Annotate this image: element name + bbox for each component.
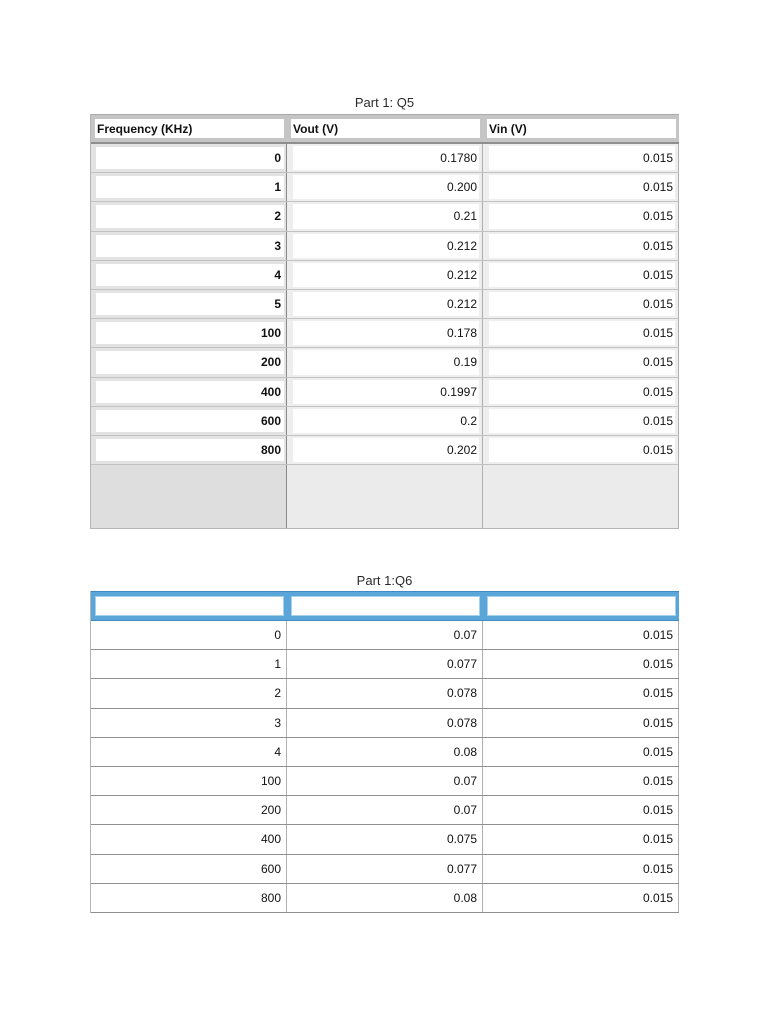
column-header	[287, 592, 483, 620]
cell-value: 800	[96, 439, 284, 461]
table-cell	[91, 173, 287, 201]
cell-value: 0.07	[453, 803, 477, 818]
table-row	[91, 855, 679, 884]
table-cell	[287, 319, 483, 347]
cell-value: 100	[260, 774, 281, 789]
table-part1-q5	[90, 114, 679, 529]
table-cell	[287, 173, 483, 201]
cell-value: 0.212	[293, 263, 479, 287]
table-row	[91, 173, 679, 202]
cell-value: 0.07	[453, 774, 477, 789]
table-row	[91, 738, 679, 767]
table-cell	[91, 884, 287, 912]
table-title: Part 1:Q6	[356, 573, 413, 588]
table-cell	[483, 232, 679, 260]
cell-value: 0.015	[489, 292, 675, 316]
column-header-label	[487, 596, 676, 616]
table-cell	[91, 144, 287, 172]
table-cell	[483, 679, 679, 707]
cell-value: 1	[274, 657, 281, 672]
table-cell	[287, 796, 483, 824]
table-cell	[91, 767, 287, 795]
cell-value: 0.015	[489, 175, 675, 199]
table-cell	[287, 202, 483, 230]
header-row	[91, 114, 679, 144]
table-cell	[287, 348, 483, 376]
table-row	[91, 650, 679, 679]
column-header-label	[291, 596, 480, 616]
cell-value: 0.077	[446, 657, 477, 672]
cell-value: 0.015	[489, 438, 675, 462]
column-header-label: Vout (V)	[291, 119, 480, 138]
table-title: Part 1: Q5	[354, 95, 415, 110]
cell-value: 0.08	[453, 744, 477, 759]
table-cell	[483, 144, 679, 172]
table-cell	[91, 796, 287, 824]
table-row	[91, 796, 679, 825]
cell-value: 0.015	[642, 744, 673, 759]
table-cell	[287, 855, 483, 883]
table-row	[91, 202, 679, 231]
table-cell	[483, 319, 679, 347]
cell-value: 0.015	[489, 380, 675, 404]
cell-value: 0.015	[489, 146, 675, 170]
table-cell	[91, 436, 287, 464]
cell-value: 0.015	[489, 204, 675, 228]
cell-value: 400	[96, 381, 284, 403]
table-cell	[91, 319, 287, 347]
cell-value: 0.015	[642, 861, 673, 876]
cell-value: 4	[274, 744, 281, 759]
cell-value: 2	[274, 686, 281, 701]
table-cell	[483, 825, 679, 853]
column-header-label: Frequency (KHz)	[95, 119, 284, 138]
table-cell	[91, 261, 287, 289]
table-cell	[287, 679, 483, 707]
table-row	[91, 144, 679, 173]
empty-cell	[287, 465, 483, 528]
table-cell	[91, 825, 287, 853]
cell-value: 0.202	[293, 438, 479, 462]
column-header-label: Vin (V)	[487, 119, 676, 138]
cell-value: 0.015	[642, 686, 673, 701]
table-row	[91, 378, 679, 407]
cell-value: 1	[96, 176, 284, 198]
column-header	[91, 115, 287, 142]
cell-value: 0.015	[642, 832, 673, 847]
cell-value: 3	[274, 715, 281, 730]
cell-value: 200	[96, 351, 284, 373]
table-cell	[483, 650, 679, 678]
cell-value: 0.07	[453, 628, 477, 643]
table-cell	[483, 378, 679, 406]
table-cell	[287, 436, 483, 464]
cell-value: 600	[260, 861, 281, 876]
empty-cell	[91, 465, 287, 528]
cell-value: 100	[96, 322, 284, 344]
table-row	[91, 825, 679, 854]
empty-row	[91, 465, 679, 529]
table-part1-q6	[90, 591, 679, 913]
table-cell	[91, 679, 287, 707]
table-cell	[91, 855, 287, 883]
table-cell	[483, 621, 679, 649]
table-row	[91, 407, 679, 436]
table-cell	[91, 621, 287, 649]
cell-value: 0.08	[453, 890, 477, 905]
table-row	[91, 319, 679, 348]
cell-value: 0.178	[293, 321, 479, 345]
column-header	[91, 592, 287, 620]
cell-value: 200	[260, 803, 281, 818]
cell-value: 0.015	[489, 409, 675, 433]
cell-value: 0.200	[293, 175, 479, 199]
table-cell	[287, 232, 483, 260]
cell-value: 0.015	[642, 774, 673, 789]
table-cell	[91, 290, 287, 318]
table-cell	[287, 767, 483, 795]
table-cell	[287, 738, 483, 766]
table-cell	[483, 796, 679, 824]
cell-value: 0.015	[642, 657, 673, 672]
table-cell	[91, 738, 287, 766]
cell-value: 0	[96, 147, 284, 169]
cell-value: 0.1997	[293, 380, 479, 404]
table-cell	[483, 436, 679, 464]
cell-value: 5	[96, 293, 284, 315]
table-row	[91, 436, 679, 465]
cell-value: 0.015	[489, 234, 675, 258]
cell-value: 800	[260, 890, 281, 905]
table-cell	[483, 738, 679, 766]
cell-value: 0.19	[293, 350, 479, 374]
table-cell	[287, 825, 483, 853]
cell-value: 0.015	[489, 350, 675, 374]
table-cell	[287, 650, 483, 678]
column-header-label	[95, 596, 284, 616]
table-cell	[287, 144, 483, 172]
table-cell	[91, 378, 287, 406]
table-row	[91, 261, 679, 290]
table-cell	[91, 348, 287, 376]
table-cell	[91, 709, 287, 737]
cell-value: 3	[96, 235, 284, 257]
cell-value: 0.015	[489, 321, 675, 345]
table-cell	[483, 173, 679, 201]
table-cell	[483, 348, 679, 376]
empty-cell	[483, 465, 679, 528]
table-cell	[287, 884, 483, 912]
table-row	[91, 884, 679, 913]
cell-value: 0	[274, 628, 281, 643]
table-cell	[483, 202, 679, 230]
table-cell	[91, 202, 287, 230]
cell-value: 4	[96, 264, 284, 286]
table-row	[91, 621, 679, 650]
cell-value: 2	[96, 205, 284, 227]
table-cell	[483, 709, 679, 737]
cell-value: 0.015	[489, 263, 675, 287]
table-body	[91, 621, 679, 913]
cell-value: 0.075	[446, 832, 477, 847]
table-body	[91, 144, 679, 465]
cell-value: 0.1780	[293, 146, 479, 170]
header-row	[91, 591, 679, 621]
cell-value: 0.015	[642, 715, 673, 730]
cell-value: 400	[260, 832, 281, 847]
table-row	[91, 679, 679, 708]
cell-value: 0.21	[293, 204, 479, 228]
cell-value: 0.212	[293, 292, 479, 316]
table-cell	[287, 290, 483, 318]
cell-value: 0.212	[293, 234, 479, 258]
table-cell	[483, 407, 679, 435]
table-cell	[483, 884, 679, 912]
table-cell	[287, 709, 483, 737]
cell-value: 0.078	[446, 686, 477, 701]
table-cell	[483, 261, 679, 289]
cell-value: 0.015	[642, 890, 673, 905]
table-row	[91, 767, 679, 796]
table-cell	[287, 378, 483, 406]
table-cell	[287, 261, 483, 289]
table-cell	[287, 407, 483, 435]
table-row	[91, 232, 679, 261]
cell-value: 0.077	[446, 861, 477, 876]
cell-value: 0.015	[642, 803, 673, 818]
table-cell	[483, 767, 679, 795]
table-row	[91, 709, 679, 738]
table-cell	[287, 621, 483, 649]
column-header	[483, 115, 679, 142]
table-cell	[483, 855, 679, 883]
table-row	[91, 290, 679, 319]
table-cell	[91, 407, 287, 435]
table-row	[91, 348, 679, 377]
table-cell	[91, 650, 287, 678]
column-header	[287, 115, 483, 142]
table-cell	[483, 290, 679, 318]
cell-value: 0.2	[293, 409, 479, 433]
table-cell	[91, 232, 287, 260]
cell-value: 600	[96, 410, 284, 432]
column-header	[483, 592, 679, 620]
cell-value: 0.078	[446, 715, 477, 730]
cell-value: 0.015	[642, 628, 673, 643]
